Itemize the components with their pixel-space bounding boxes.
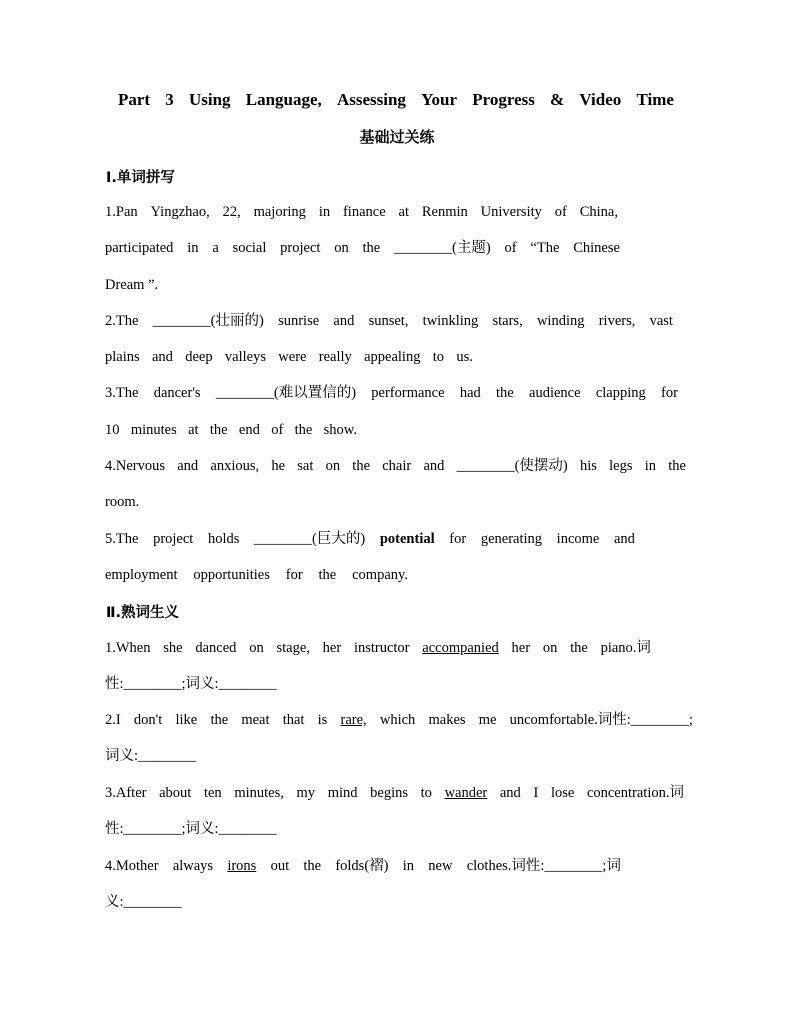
word: which: [379, 712, 416, 728]
title-word: Time: [636, 90, 674, 109]
word: minutes: [130, 422, 177, 438]
question-1-line-3: Dream ”.: [105, 277, 159, 293]
word: appealing: [364, 349, 421, 365]
question-4-line-1: [105, 456, 686, 476]
title-word: Using: [188, 90, 231, 109]
section2-question-1-line-1: [105, 638, 651, 658]
word: her: [511, 640, 531, 656]
word: for: [661, 385, 678, 401]
word: meat: [241, 712, 270, 728]
word: to: [420, 785, 432, 801]
word: sat: [297, 458, 314, 474]
word: 4.Mother: [105, 858, 159, 874]
word: Chinese: [573, 240, 620, 256]
word: uncomfortable.词性:________;: [509, 712, 693, 728]
title-word: Assessing: [336, 90, 406, 109]
answer-blank[interactable]: ________(主题): [394, 240, 491, 256]
word: 3.The: [105, 385, 139, 401]
bold-keyword: potential: [379, 531, 435, 547]
word: and: [499, 785, 521, 801]
word: on: [542, 640, 558, 656]
word: legs: [609, 458, 633, 474]
word: the: [303, 858, 322, 874]
word: piano.词: [600, 640, 651, 656]
word: in: [187, 240, 199, 256]
underlined-word: rare,: [340, 712, 367, 728]
word: China,: [579, 204, 618, 220]
word: the: [668, 458, 686, 474]
word: the: [318, 567, 337, 583]
word: generating: [480, 531, 543, 547]
section-heading-spelling: Ⅰ.单词拼写: [106, 170, 175, 186]
word: of: [554, 204, 567, 220]
question-5-line-2: [105, 565, 408, 585]
word: vast: [649, 313, 673, 329]
underlined-word: wander: [444, 785, 488, 801]
word: 1.When: [105, 640, 151, 656]
word: of: [504, 240, 517, 256]
title-word: 3: [165, 90, 174, 109]
word: valleys: [224, 349, 266, 365]
word: his: [579, 458, 597, 474]
word: the: [209, 422, 228, 438]
word: sunset,: [368, 313, 409, 329]
word: that: [282, 712, 305, 728]
word: on: [249, 640, 264, 656]
underlined-word: irons: [227, 858, 257, 874]
word: holds: [207, 531, 240, 547]
word: Yingzhao,: [150, 204, 210, 220]
question-4-line-2: room.: [105, 494, 140, 510]
word: opportunities: [193, 567, 270, 583]
question-3-line-2: [105, 420, 357, 440]
word: end: [238, 422, 260, 438]
word: new: [428, 858, 453, 874]
title-word: Part: [118, 90, 151, 109]
word: show.: [323, 422, 357, 438]
word: us.: [456, 349, 473, 365]
word: chair: [382, 458, 412, 474]
question-2-line-1: [105, 311, 673, 331]
word: lose: [550, 785, 575, 801]
word: anxious,: [210, 458, 260, 474]
word: company.: [352, 567, 408, 583]
title-word: Progress: [472, 90, 535, 109]
word: makes: [428, 712, 466, 728]
word: in: [644, 458, 656, 474]
word: plains: [105, 349, 140, 365]
word: he: [271, 458, 286, 474]
question-1-line-2: [105, 238, 620, 258]
word: folds(褶): [335, 858, 389, 874]
word: at: [398, 204, 409, 220]
underlined-word: accompanied: [422, 640, 499, 656]
page-title: [118, 90, 674, 110]
word: on: [334, 240, 349, 256]
word: instructor: [353, 640, 410, 656]
section2-question-1-line-2[interactable]: 性:________;词义:________: [105, 676, 277, 692]
word: winding: [536, 313, 585, 329]
title-word: &: [550, 90, 565, 109]
word: she: [163, 640, 183, 656]
answer-blank[interactable]: ________(巨大的): [254, 531, 366, 547]
word: University: [480, 204, 542, 220]
word: clapping: [595, 385, 646, 401]
word: participated: [105, 240, 174, 256]
word: I: [533, 785, 539, 801]
word: performance: [371, 385, 445, 401]
word: me: [478, 712, 497, 728]
word: really: [318, 349, 352, 365]
title-word: Your: [421, 90, 458, 109]
answer-blank[interactable]: ________(难以置信的): [215, 385, 357, 401]
word: 1.Pan: [105, 204, 138, 220]
section-heading-familiar-words: Ⅱ.熟词生义: [106, 605, 180, 621]
section2-question-3-line-1: [105, 783, 684, 803]
answer-blank[interactable]: ________(壮丽的): [152, 313, 264, 329]
word: rivers,: [598, 313, 636, 329]
word: were: [278, 349, 307, 365]
word: project: [153, 531, 194, 547]
section2-question-2-line-1: [105, 710, 693, 730]
title-word: Language,: [245, 90, 322, 109]
word: 2.I: [105, 712, 121, 728]
word: dancer's: [153, 385, 201, 401]
word: and: [151, 349, 173, 365]
word: danced: [195, 640, 237, 656]
question-3-line-1: [105, 383, 678, 403]
word: the: [570, 640, 588, 656]
word: out: [270, 858, 290, 874]
word: social: [232, 240, 267, 256]
word: Renmin: [421, 204, 468, 220]
word: for: [449, 531, 467, 547]
word: “The: [530, 240, 560, 256]
question-5-line-1: [105, 529, 635, 549]
word: the: [496, 385, 514, 401]
word: about: [159, 785, 192, 801]
question-1-line-1: [105, 202, 618, 222]
word: to: [432, 349, 445, 365]
word: minutes,: [234, 785, 284, 801]
word: deep: [185, 349, 213, 365]
word: and: [177, 458, 199, 474]
word: the: [210, 712, 229, 728]
word: in: [318, 204, 331, 220]
word: ten: [203, 785, 222, 801]
word: employment: [105, 567, 178, 583]
section2-question-3-line-2[interactable]: 性:________;词义:________: [105, 821, 277, 837]
word: for: [285, 567, 303, 583]
word: majoring: [253, 204, 306, 220]
word: the: [352, 458, 371, 474]
word: concentration.词: [586, 785, 684, 801]
title-word: Video: [579, 90, 622, 109]
word: had: [459, 385, 481, 401]
word: and: [333, 313, 355, 329]
word: is: [317, 712, 328, 728]
word: in: [402, 858, 415, 874]
word: the: [294, 422, 313, 438]
word: income: [556, 531, 600, 547]
word: 3.After: [105, 785, 147, 801]
word: her: [322, 640, 342, 656]
word: don't: [133, 712, 163, 728]
word: 4.Nervous: [105, 458, 166, 474]
word: finance: [342, 204, 386, 220]
word: stage,: [276, 640, 310, 656]
word: stars,: [492, 313, 523, 329]
word: clothes.词性:________;词: [466, 858, 621, 874]
word: begins: [370, 785, 408, 801]
word: the: [362, 240, 381, 256]
word: 10: [105, 422, 120, 438]
word: 5.The: [105, 531, 139, 547]
word: on: [325, 458, 341, 474]
word: and: [423, 458, 445, 474]
answer-blank[interactable]: ________(使摆动): [456, 458, 568, 474]
word: like: [175, 712, 198, 728]
word: audience: [529, 385, 581, 401]
page-subtitle: 基础过关练: [359, 128, 435, 146]
word: 22,: [222, 204, 241, 220]
word: and: [614, 531, 635, 547]
word: sunrise: [278, 313, 320, 329]
section2-question-2-line-2[interactable]: 词义:________: [105, 748, 197, 764]
section2-question-4-line-1: [105, 856, 621, 876]
word: mind: [327, 785, 358, 801]
question-2-line-2: [105, 347, 473, 367]
word: 2.The: [105, 313, 139, 329]
section2-question-4-line-2[interactable]: 义:________: [105, 894, 182, 910]
word: project: [280, 240, 321, 256]
word: of: [271, 422, 284, 438]
word: twinkling: [422, 313, 479, 329]
word: at: [188, 422, 199, 438]
word: always: [172, 858, 214, 874]
word: my: [296, 785, 316, 801]
word: a: [212, 240, 219, 256]
